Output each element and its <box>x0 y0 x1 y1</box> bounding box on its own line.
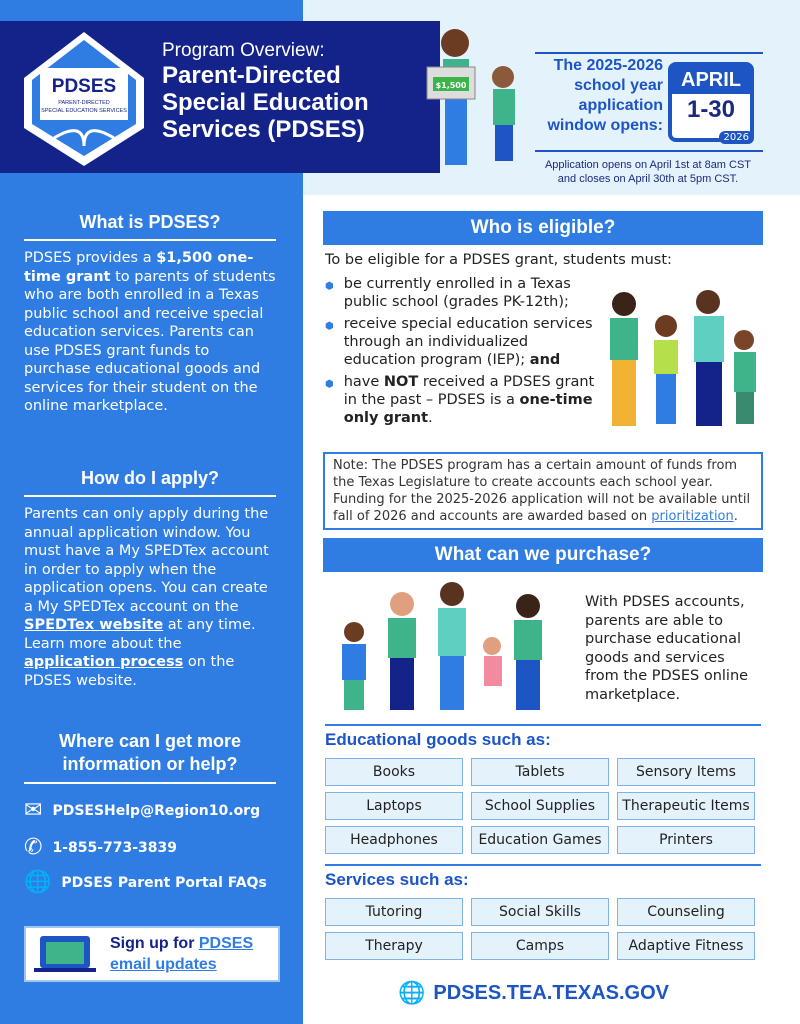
funding-note <box>323 452 763 530</box>
phone-contact[interactable] <box>24 835 276 860</box>
text: at any time. Learn more about the <box>24 617 256 652</box>
signup-text <box>110 933 253 975</box>
what-heading: What is PDSES? <box>24 212 276 241</box>
application-process-link[interactable]: application process <box>24 654 184 670</box>
goods-item: Therapeutic Items <box>617 792 755 820</box>
window-line: application <box>578 97 663 114</box>
text: Sign up for <box>110 935 199 952</box>
text: on the PDSES website. <box>24 654 235 689</box>
bullet-icon: ⬢ <box>325 281 334 292</box>
title-line: Parent-Directed <box>162 62 341 89</box>
services-item: Camps <box>471 932 609 960</box>
goods-item: Tablets <box>471 758 609 786</box>
goods-item: Laptops <box>325 792 463 820</box>
list-item <box>325 373 595 427</box>
website-link[interactable] <box>398 980 669 1006</box>
open-date: Application opens on April 1st at 8am CST <box>544 159 752 171</box>
text: to parents of students who are both enrolled in a Texas public school and receive special education services. Parents can use PDSES grant funds to purchase educational goods and services for their student on the online marketplace. <box>24 268 276 414</box>
services-item: Tutoring <box>325 898 463 926</box>
bullet-icon: ⬢ <box>325 321 334 332</box>
what-text <box>24 249 276 416</box>
divider <box>535 150 763 152</box>
goods-grid <box>325 758 761 854</box>
goods-section <box>325 724 761 854</box>
services-grid <box>325 898 761 960</box>
eligible-heading: Who is eligible? <box>323 211 763 245</box>
apply-section <box>24 468 276 690</box>
bullet-icon: ⬢ <box>325 379 334 390</box>
text: PDSES provides a <box>24 250 157 266</box>
services-item: Adaptive Fitness <box>617 932 755 960</box>
text: NOT <box>383 374 419 390</box>
email-signup-button[interactable] <box>24 926 280 982</box>
window-opens-text <box>535 56 663 136</box>
text: have <box>343 374 384 390</box>
goods-item: School Supplies <box>471 792 609 820</box>
pdses-logo <box>20 28 148 168</box>
list-item <box>325 315 595 369</box>
text: receive special education services through an individualized education program (IEP); <box>343 316 593 368</box>
program-overview-label: Program Overview: <box>162 40 325 61</box>
goods-item: Headphones <box>325 826 463 854</box>
eligible-section <box>325 251 672 431</box>
eligible-intro: To be eligible for a PDSES grant, students must: <box>325 252 672 268</box>
list-item <box>325 275 595 311</box>
globe-icon: 🌐 <box>24 870 52 895</box>
window-line: The 2025-2026 <box>553 57 663 74</box>
calendar-year: 2026 <box>719 131 754 144</box>
help-section <box>24 730 276 895</box>
grant-badge: $1,500 <box>435 81 467 90</box>
text: Note: The PDSES program has a certain amount of funds from the Texas Legislature to create accounts each school year. Funding for the 2025-2026 application will not be available until fall of 2026 and accounts are awarded based on <box>333 458 751 524</box>
faq-contact[interactable] <box>24 870 276 895</box>
apply-text <box>24 505 276 690</box>
help-heading: Where can I get more information or help? <box>24 730 276 784</box>
services-item: Therapy <box>325 932 463 960</box>
text: be currently enrolled in a Texas public school (grades PK-12th); <box>343 276 571 310</box>
title-line: Special Education <box>162 89 369 116</box>
goods-item: Sensory Items <box>617 758 755 786</box>
phone-icon: ✆ <box>24 835 43 860</box>
laptop-mail-icon <box>34 934 96 974</box>
text: . <box>733 509 738 524</box>
svg-text:SPECIAL EDUCATION SERVICES: SPECIAL EDUCATION SERVICES <box>41 108 127 114</box>
faq-link[interactable]: PDSES Parent Portal FAQs <box>61 874 267 891</box>
text: received a PDSES grant in the past – PDSES is a <box>343 374 595 408</box>
goods-item: Printers <box>617 826 755 854</box>
signup-link[interactable]: PDSES <box>198 935 254 952</box>
text: one-time only grant <box>343 392 593 426</box>
purchase-text: With PDSES accounts, parents are able to purchase educational goods and services from the PDSES online marketplace. <box>585 594 749 703</box>
calendar-icon <box>668 62 754 142</box>
title-block <box>162 40 369 143</box>
text <box>344 373 595 427</box>
services-heading: Services such as: <box>325 864 761 890</box>
phone-number[interactable]: 1-855-773-3839 <box>52 839 178 856</box>
calendar-month: APRIL <box>672 66 750 94</box>
text <box>344 315 595 369</box>
signup-link[interactable]: email updates <box>110 956 217 973</box>
text: . <box>428 410 433 426</box>
application-dates-note <box>528 158 768 186</box>
email-link[interactable]: PDSESHelp@Region10.org <box>52 802 261 819</box>
website-url[interactable]: PDSES.TEA.TEXAS.GOV <box>433 981 670 1004</box>
globe-cursor-icon: 🌐 <box>398 980 426 1005</box>
parent-child-illustration <box>425 25 530 175</box>
window-line: window opens: <box>547 117 663 134</box>
family-illustration <box>598 282 766 434</box>
svg-text:PARENT-DIRECTED: PARENT-DIRECTED <box>58 100 110 106</box>
spedtex-website-link[interactable]: SPEDTex website <box>24 617 164 633</box>
purchase-heading: What can we purchase? <box>323 538 763 572</box>
divider <box>535 52 763 54</box>
prioritization-link[interactable]: prioritization <box>651 509 734 524</box>
calendar-days: 1-30 <box>686 96 736 123</box>
families-shopping-illustration <box>332 580 562 716</box>
grant-amount: $1,500 one-time grant <box>24 250 254 285</box>
close-date: and closes on April 30th at 5pm CST. <box>557 173 739 185</box>
what-section <box>24 212 276 416</box>
envelope-icon: ✉ <box>24 798 43 823</box>
goods-item: Books <box>325 758 463 786</box>
services-item: Social Skills <box>471 898 609 926</box>
email-contact[interactable] <box>24 798 276 823</box>
title-line: Services (PDSES) <box>162 116 365 143</box>
services-section <box>325 864 761 960</box>
text: and <box>529 352 561 368</box>
window-line: school year <box>574 77 663 94</box>
services-item: Counseling <box>617 898 755 926</box>
svg-text:PDSES: PDSES <box>51 76 117 97</box>
goods-heading: Educational goods such as: <box>325 724 761 750</box>
goods-item: Education Games <box>471 826 609 854</box>
apply-heading: How do I apply? <box>24 468 276 497</box>
text: Parents can only apply during the annual application window. You must have a My SPEDTex account in order to apply when the application opens. You can create a My SPEDTex account on the <box>24 506 269 615</box>
